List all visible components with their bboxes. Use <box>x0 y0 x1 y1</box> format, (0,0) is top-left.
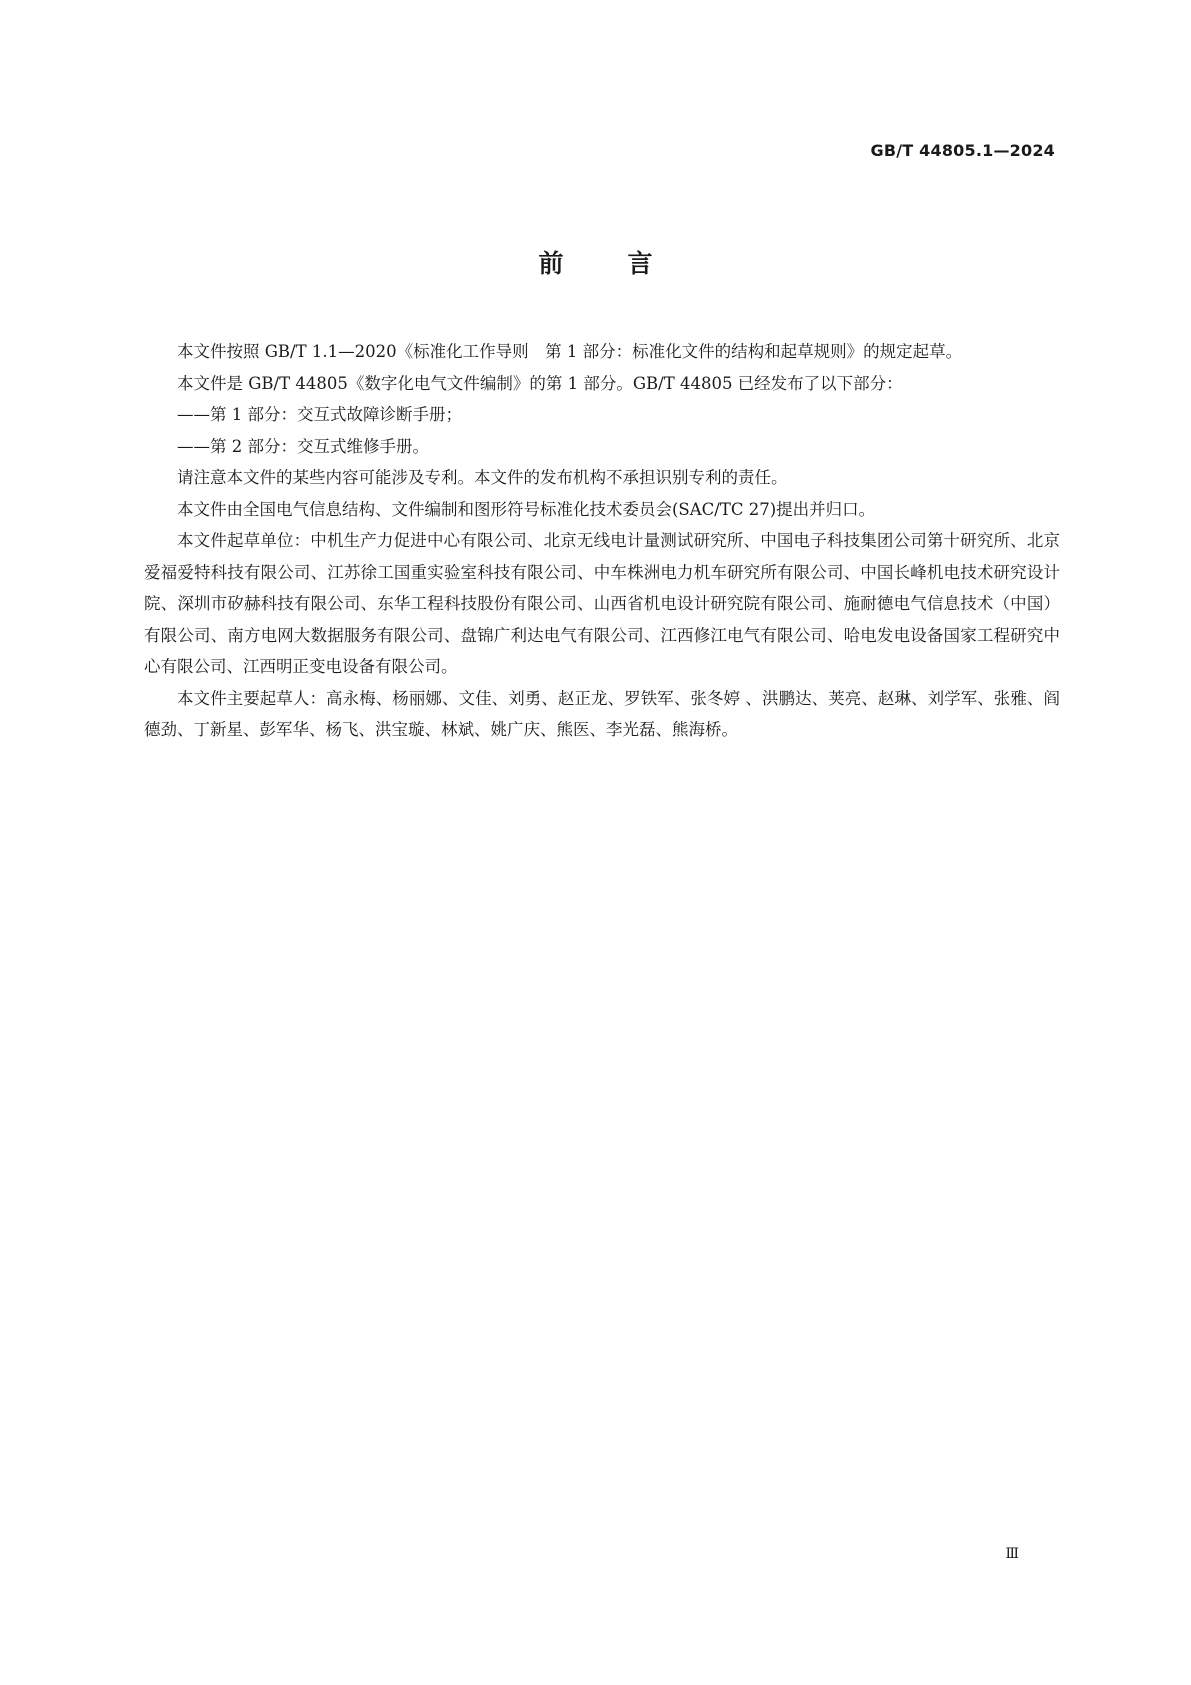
list-item-part-1: ——第 1 部分：交互式故障诊断手册； <box>177 405 462 424</box>
foreword-body <box>144 336 1060 746</box>
paragraph-series-parts: 本文件是 GB/T 44805《数字化电气文件编制》的第 1 部分。GB/T 44805 已经发布了以下部分： <box>177 373 903 393</box>
page-number: Ⅲ <box>1005 1546 1019 1562</box>
paragraph-drafting-rules: 本文件按照 GB/T 1.1—2020《标准化工作导则 第 1 部分：标准化文件的结构和起草规则》的规定起草。 <box>177 342 963 361</box>
page-title-char-2: 言 <box>627 249 653 278</box>
page-title <box>0 244 1191 280</box>
paragraph-committee: 本文件由全国电气信息结构、文件编制和图形符号标准化技术委员会(SAC/TC 27)提出并归口。 <box>177 499 876 519</box>
document-number: GB/T 44805.1—2024 <box>870 141 1055 160</box>
paragraph-drafters: 本文件主要起草人：高永梅、杨丽娜、文佳、刘勇、赵正龙、罗铁军、张冬婷 、洪鹏达、荚亮、赵琳、刘学军、张雅、阎德劲、丁新星、彭军华、杨飞、洪宝璇、林斌、姚广庆、熊医、李光磊、熊海桥。 <box>144 688 1060 739</box>
page-title-char-1: 前 <box>538 249 564 278</box>
paragraph-drafting-units: 本文件起草单位：中机生产力促进中心有限公司、北京无线电计量测试研究所、中国电子科技集团公司第十研究所、北京爱福爱特科技有限公司、江苏徐工国重实验室科技有限公司、中车株洲电力机车研究所有限公司、中国长峰机电技术研究设计院、深圳市矽赫科技有限公司、东华工程科技股份有限公司、山西省机电设计研究院有限公司、施耐德电气信息技术（中国）有限公司、南方电网大数据服务有限公司、盘锦广利达电气有限公司、江西修江电气有限公司、哈电发电设备国家工程研究中心有限公司、江西明正变电设备有限公司。 <box>144 531 1060 676</box>
paragraph-patent-notice: 请注意本文件的某些内容可能涉及专利。本文件的发布机构不承担识别专利的责任。 <box>177 468 788 487</box>
list-item-part-2: ——第 2 部分：交互式维修手册。 <box>177 436 429 456</box>
